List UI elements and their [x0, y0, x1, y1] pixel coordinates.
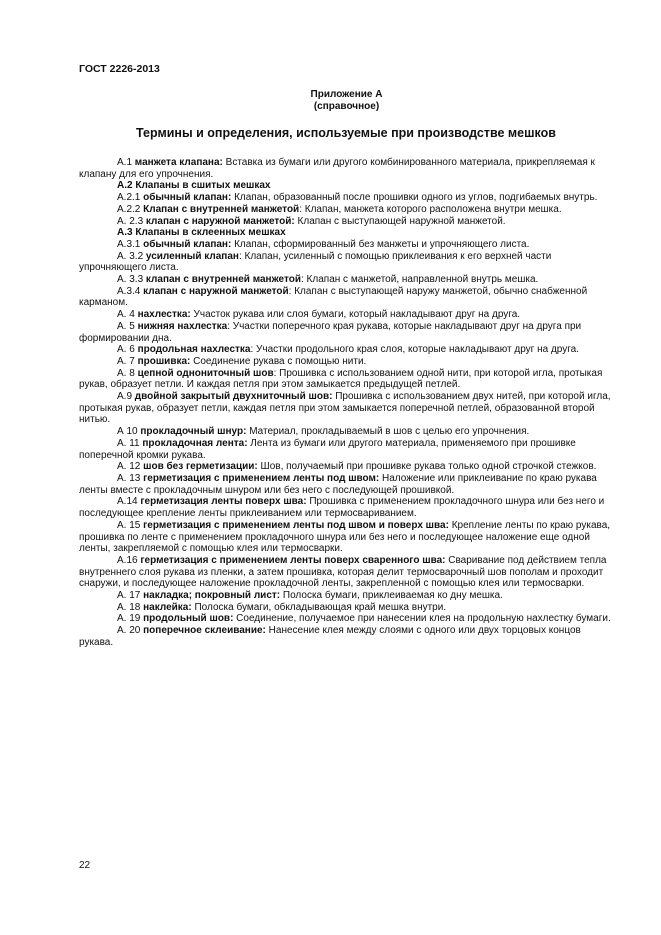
entry-number: А. 20 — [117, 625, 144, 637]
entry-term: шов без герметизации: — [143, 461, 258, 473]
term-entry — [79, 602, 613, 614]
entry-number: А.3.4 — [117, 285, 144, 297]
entry-definition: Шов, получаемый при прошивке рукава только одной строчкой стежков. — [257, 461, 597, 473]
entry-definition: Полоска бумаги, обкладывающая край мешка внутри. — [191, 601, 447, 613]
entry-number: А. 4 — [117, 309, 138, 321]
term-entry — [79, 251, 613, 274]
entry-term: герметизация с применением ленты под швом и поверх шва: — [143, 519, 449, 531]
entry-number: А.3.1 — [117, 238, 144, 250]
entry-term: клапан с внутренней манжетой — [145, 274, 301, 286]
entry-term: усиленный клапан — [145, 250, 239, 262]
entry-number: А. 15 — [117, 519, 144, 531]
entry-term: герметизация с применением ленты под швом: — [143, 472, 380, 484]
entry-definition: : Клапан с выступающей наружу манжетой, обычно снабженной карманом. — [79, 285, 588, 309]
entry-term: клапан с наружной манжетой: — [145, 215, 295, 227]
term-entry — [79, 590, 613, 602]
entry-definition: Клапан, образованный после прошивки одного из углов, подгибаемых внутрь. — [231, 192, 598, 204]
entry-term: накладка; покровный лист: — [143, 590, 281, 602]
term-entry — [79, 192, 613, 204]
entry-number: А. 12 — [117, 461, 144, 473]
term-entry — [79, 204, 613, 216]
annex-heading — [0, 89, 661, 113]
entry-number: А. 17 — [117, 590, 144, 602]
entry-definition: Вставка из бумаги или другого комбинированного материала, прикрепляемая к клапану для его упрочнения. — [79, 157, 595, 180]
entry-definition: Клапан, сформированный без манжеты и упрочняющего листа. — [231, 238, 530, 250]
term-entry — [79, 157, 613, 180]
entry-number: А. 6 — [117, 344, 138, 356]
entry-definition: Прошивка с применением прокладочного шнура или без него и последующее крепление ленты приклеиванием или термосвариванием. — [79, 496, 605, 520]
entry-term: прошивка: — [137, 355, 191, 367]
entry-definition: : Клапан, манжета которого расположена внутри мешка. — [299, 203, 562, 215]
entry-term: герметизация ленты поверх шва: — [140, 496, 307, 508]
entry-term: поперечное склеивание: — [143, 625, 266, 637]
entry-term: обычный клапан: — [143, 238, 232, 250]
entry-number: А.16 — [117, 554, 141, 566]
term-entry — [79, 368, 613, 391]
term-entry — [79, 309, 613, 321]
term-entry — [79, 438, 613, 461]
entry-number: А. 3.2 — [117, 250, 146, 262]
entry-definition: Крепление ленты по краю рукава, прошивка по ленте с применением прокладочного шнура или без него и последующее наложение еще одной ленты, закрепляемой с помощью клея или термосварки. — [79, 519, 611, 555]
entry-number: А. 8 — [117, 367, 138, 379]
entry-term: прокладочный шнур: — [140, 426, 247, 438]
annex-title: Приложение А — [310, 89, 383, 100]
section-heading — [79, 180, 613, 192]
entry-definition: Клапан с выступающей наружной манжетой. — [294, 215, 506, 227]
term-entry — [79, 321, 613, 344]
term-entry — [79, 356, 613, 368]
entry-number: А. 7 — [117, 355, 138, 367]
entry-term: А.3 Клапаны в склеенных мешках — [117, 227, 286, 239]
term-entry — [79, 613, 613, 625]
entry-definition: Сваривание под действием тепла внутреннего слоя рукава из пленки, а затем прошивка, которая делит термосварочный шов пополам и проходит снаружи, и последующее наложение прокладочной ленты, закрепленной с помощью клея или термосварки. — [79, 554, 607, 590]
page-title: Термины и определения, используемые при производстве мешков — [136, 126, 556, 140]
entry-definition: Соединение рукава с помощью нити. — [190, 355, 367, 367]
entry-term: продольный шов: — [143, 613, 234, 625]
entry-number: А.14 — [117, 496, 141, 508]
entry-number: А 10 — [117, 426, 141, 438]
entry-number: А. 2.3 — [117, 215, 146, 227]
entry-term: продольная нахлестка — [137, 344, 251, 356]
entry-number: А.1 — [117, 157, 135, 168]
term-entry — [79, 555, 613, 590]
entry-term: герметизация с применением ленты поверх сваренного шва: — [140, 554, 446, 566]
entry-definition: Участок рукава или слоя бумаги, который накладывают друг на друга. — [190, 309, 521, 321]
term-entry — [79, 426, 613, 438]
entry-definition: : Участки продольного края слоя, которые накладывают друг на друга. — [250, 344, 579, 356]
term-entry — [79, 391, 613, 426]
entry-term: манжета клапана: — [134, 157, 223, 168]
annex-subtitle: (справочное) — [313, 101, 380, 112]
entry-definition: Нанесение клея между слоями с одного или двух торцовых концов рукава. — [79, 625, 581, 648]
entry-number: А. 13 — [117, 472, 144, 484]
term-entry — [79, 216, 613, 228]
term-entry — [79, 520, 613, 555]
term-entry — [79, 274, 613, 286]
term-entry — [79, 473, 613, 496]
entry-number: А. 5 — [117, 320, 138, 332]
term-entry — [79, 461, 613, 473]
entry-number: А.2.1 — [117, 192, 144, 204]
document-header: ГОСТ 2226-2013 — [79, 63, 160, 75]
term-entry — [79, 625, 613, 648]
entry-number: А.9 — [117, 391, 135, 403]
term-entry — [79, 239, 613, 251]
entry-term: обычный клапан: — [143, 192, 232, 204]
entry-term: нижняя нахлестка — [137, 320, 228, 332]
entry-term: нахлестка: — [137, 309, 191, 321]
entry-number: А. 11 — [117, 437, 143, 449]
entry-number: А.2.2 — [117, 203, 144, 215]
entry-term: двойной закрытый двухниточный шов: — [134, 391, 333, 403]
entry-term: Клапан с внутренней манжетой — [143, 203, 300, 215]
entry-term: цепной однониточный шов — [137, 367, 274, 379]
entry-number: А. 18 — [117, 601, 144, 613]
entry-term: прокладочная лента: — [142, 437, 248, 449]
terms-list — [79, 157, 613, 649]
entry-number: А. 19 — [117, 613, 144, 625]
entry-term: наклейка: — [143, 601, 192, 613]
entry-definition: : Прошивка с использованием одной нити, при которой игла, протыкая рукав, образует петли. И каждая петля при этом замыкается предыдущей петлей. — [79, 367, 603, 391]
entry-definition: Лента из бумаги или другого материала, применяемого при прошивке поперечной кромки рукава. — [79, 437, 576, 461]
entry-definition: : Клапан с манжетой, направленной внутрь мешка. — [301, 274, 539, 286]
term-entry — [79, 286, 613, 309]
entry-definition: Полоска бумаги, приклеиваемая ко дну мешка. — [280, 590, 503, 602]
entry-definition: Соединение, получаемое при нанесении клея на продольную нахлестку бумаги. — [233, 613, 611, 625]
entry-term: А.2 Клапаны в сшитых мешках — [117, 180, 271, 192]
entry-term: клапан с наружной манжетой — [143, 285, 289, 297]
entry-definition: : Клапан, усиленный с помощью приклеивания к его верхней части упрочняющего листа. — [79, 250, 552, 274]
entry-definition: Прошивка с использованием двух нитей, при которой игла, протыкая рукав, образует петли, каждая петля при этом замыкается поперечной петлей, образованной второй нитью. — [79, 391, 611, 426]
entry-number: А. 3.3 — [117, 274, 146, 286]
entry-definition: Наложение или приклеивание по краю рукава ленты вместе с прокладочным шнуром или без него с последующей прошивкой. — [79, 472, 597, 496]
section-heading — [79, 227, 613, 239]
page-number: 22 — [79, 860, 91, 871]
entry-definition: Материал, прокладываемый в шов с целью его упрочнения. — [246, 426, 530, 438]
entry-definition: : Участки поперечного края рукава, которые накладывают друг на друга при формировании дна. — [79, 320, 582, 344]
term-entry — [79, 344, 613, 356]
term-entry — [79, 496, 613, 519]
